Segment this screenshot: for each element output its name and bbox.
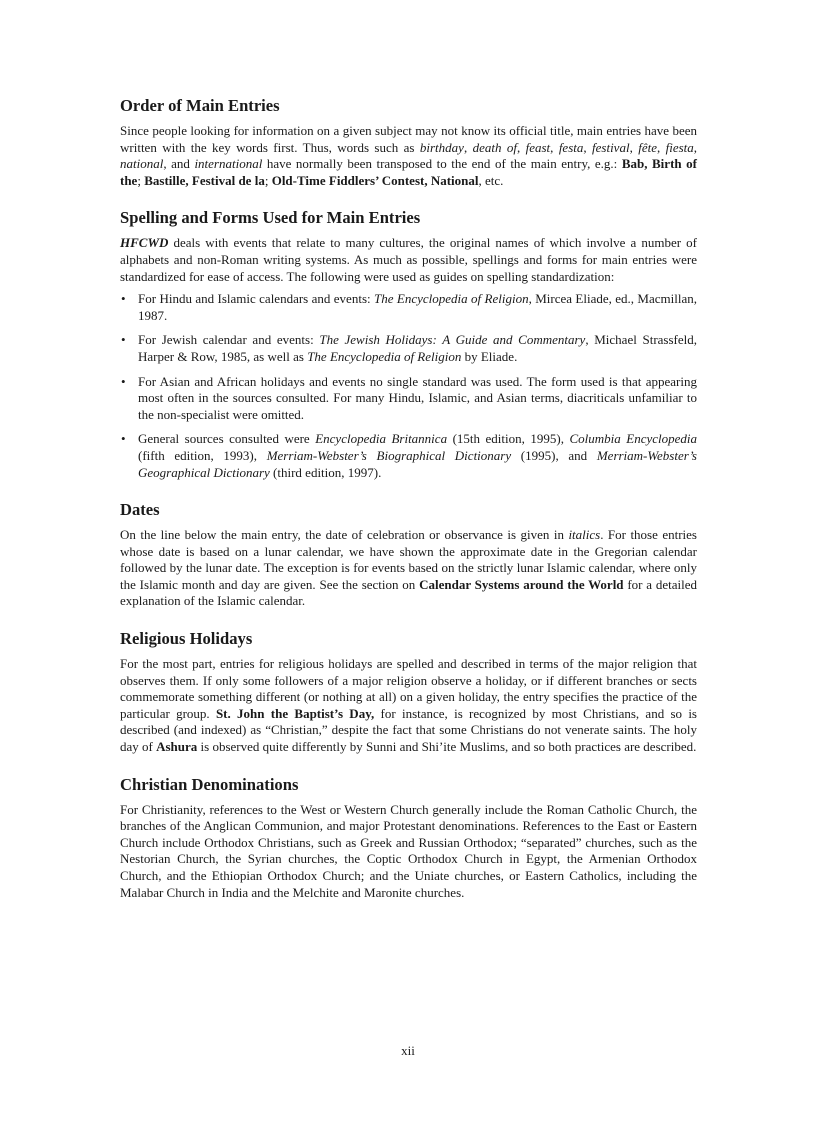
- list-item-text: For Hindu and Islamic calendars and events: The Encyclopedia of Religion, Mircea Eliade, ed., Macmillan, 1987.: [138, 291, 697, 323]
- list-item: [120, 431, 697, 481]
- section-dates: [120, 500, 697, 610]
- list-item: [120, 291, 697, 324]
- section-paragraph: On the line below the main entry, the date of celebration or observance is given in italics. For those entries whose date is based on a lunar calendar, we have shown the approximate date in the Gregorian calendar followed by the lunar date. The exception is for events based on the strictly lunar Islamic calendar, where only the Islamic month and day are given. See the section on Calendar Systems around the World for a detailed explanation of the Islamic calendar.: [120, 527, 697, 609]
- list-item: [120, 374, 697, 424]
- bullet-icon: •: [121, 291, 126, 307]
- section-paragraph: For Christianity, references to the West or Western Church generally include the Roman Catholic Church, the branches of the Anglican Communion, and major Protestant denominations. References to the East or Eastern Church include Orthodox Christians, such as Greek and Russian Orthodox; “separated” churches, such as the Nestorian Church, the Syrian churches, the Coptic Orthodox Church in Egypt, the Armenian Orthodox Church, and the Ethiopian Orthodox Church; and the Uniate churches, or Eastern Catholics, including the Malabar Church in India and the Melchite and Maronite churches.: [120, 801, 697, 900]
- section-christian-denominations: [120, 775, 697, 902]
- list-item: [120, 332, 697, 365]
- section-heading: Order of Main Entries: [120, 96, 280, 115]
- list-item-text: For Asian and African holidays and events no single standard was used. The form used is that appearing most often in the sources consulted. For many Hindu, Islamic, and Asian terms, diacriticals unfamiliar to the non-specialist were omitted.: [138, 373, 697, 422]
- section-paragraph: Since people looking for information on a given subject may not know its official title, main entries have been written with the key words first. Thus, words such as birthday, death of, feast, festa, festival, fête, fiesta, national, and international have normally been transposed to the end of the main entry, e.g.: Bab, Birth of the; Bastille, Festival de la; Old-Time Fiddlers’ Contest, National, etc.: [120, 123, 698, 188]
- section-heading: Religious Holidays: [120, 629, 253, 649]
- spelling-sources-list: [120, 291, 697, 481]
- section-heading: Spelling and Forms Used for Main Entries: [120, 208, 421, 228]
- section-heading: Dates: [120, 500, 160, 520]
- list-item-text: For Jewish calendar and events: The Jewish Holidays: A Guide and Commentary, Michael Strassfeld, Harper & Row, 1985, as well as The Encyclopedia of Religion by Eliade.: [138, 332, 697, 364]
- page-content: [120, 96, 697, 920]
- page-number: xii: [401, 1043, 415, 1058]
- bullet-icon: •: [121, 431, 126, 447]
- section-spelling-and-forms: [120, 208, 697, 481]
- section-religious-holidays: [120, 629, 697, 756]
- section-heading: Christian Denominations: [120, 774, 299, 794]
- list-item-text: General sources consulted were Encyclopedia Britannica (15th edition, 1995), Columbia Encyclopedia (fifth edition, 1993), Merriam-Webster’s Biographical Dictionary (1995), and Merriam-Webster’s Geographical Dictionary (third edition, 1997).: [138, 431, 697, 480]
- section-order-of-main-entries: [120, 96, 697, 189]
- bullet-icon: •: [121, 373, 126, 389]
- section-paragraph: For the most part, entries for religious holidays are spelled and described in terms of the major religion that observes them. If only some followers of a major religion observe a holiday, or if different branches or sects commemorate something different (or nothing at all) on a given holiday, the entry specifies the practice of the particular group. St. John the Baptist’s Day, for instance, is recognized by most Christians, and so is described (and indexed) as “Christian,” despite the fact that some Christians do not venerate saints. The holy day of Ashura is observed quite differently by Sunni and Shi’ite Muslims, and so both practices are described.: [120, 656, 697, 755]
- section-paragraph: HFCWD deals with events that relate to many cultures, the original names of which involve a number of alphabets and non-Roman writing systems. As much as possible, spellings and forms for main entries were standardized for ease of access. The following were used as guides on spelling standardization:: [120, 235, 697, 284]
- bullet-icon: •: [121, 332, 126, 348]
